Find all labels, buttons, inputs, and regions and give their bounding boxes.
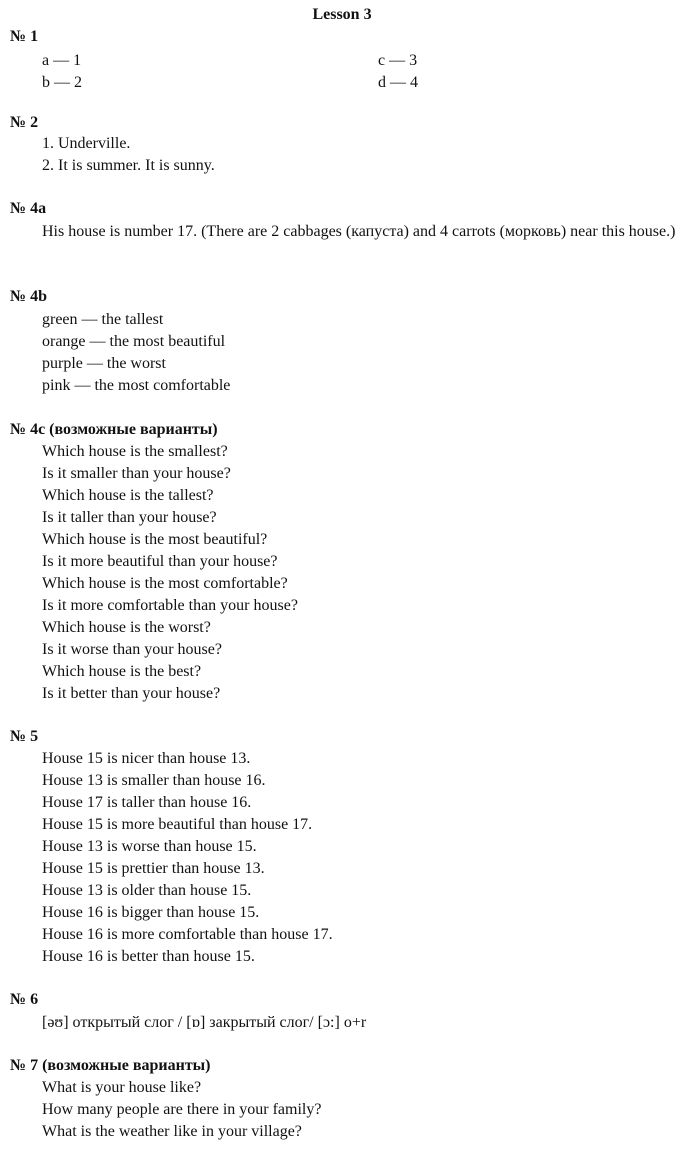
- section-2-item: 2. It is summer. It is sunny.: [42, 157, 215, 174]
- section-5-item: House 16 is bigger than house 15.: [42, 904, 260, 921]
- section-4c-item: Is it worse than your house?: [42, 641, 222, 658]
- answer-a: a — 1: [42, 52, 82, 69]
- section-7-heading: № 7 (возможные варианты): [10, 1057, 211, 1074]
- section-4c-item: Which house is the smallest?: [42, 443, 228, 460]
- section-5-item: House 15 is more beautiful than house 17.: [42, 816, 313, 833]
- section-4c-item: Which house is the worst?: [42, 619, 211, 636]
- section-6-heading: № 6: [10, 991, 39, 1008]
- section-4c-item: Is it better than your house?: [42, 685, 221, 702]
- page-title: Lesson 3: [312, 6, 372, 23]
- answer-c: c — 3: [378, 52, 418, 69]
- section-4c-item: Is it smaller than your house?: [42, 465, 231, 482]
- section-5-heading: № 5: [10, 728, 39, 745]
- section-5-item: House 13 is worse than house 15.: [42, 838, 257, 855]
- section-4c-item: Which house is the tallest?: [42, 487, 214, 504]
- section-5-item: House 16 is better than house 15.: [42, 948, 255, 965]
- section-7-item: How many people are there in your family?: [42, 1101, 322, 1118]
- answer-b: b — 2: [42, 74, 82, 91]
- section-5-item: House 13 is older than house 15.: [42, 882, 252, 899]
- section-4c-item: Which house is the best?: [42, 663, 202, 680]
- section-7-item: What is your house like?: [42, 1079, 202, 1096]
- section-4b-heading: № 4b: [10, 288, 47, 305]
- section-4b-item: pink — the most comfortable: [42, 377, 231, 394]
- section-5-item: House 15 is prettier than house 13.: [42, 860, 265, 877]
- section-6-text: [əʊ] открытый слог / [ɒ] закрытый слог/ [ɔ:] o+r: [42, 1014, 367, 1031]
- section-4c-heading: № 4c (возможные варианты): [10, 421, 218, 438]
- section-5-item: House 17 is taller than house 16.: [42, 794, 252, 811]
- section-5-item: House 16 is more comfortable than house 17.: [42, 926, 333, 943]
- section-4a-text: His house is number 17. (There are 2 cabbages (капуста) and 4 carrots (морковь) near this house.): [42, 223, 676, 240]
- section-4b-item: purple — the worst: [42, 355, 166, 372]
- section-4c-item: Which house is the most beautiful?: [42, 531, 268, 548]
- section-4c-item: Is it taller than your house?: [42, 509, 217, 526]
- section-4c-item: Which house is the most comfortable?: [42, 575, 288, 592]
- section-2-heading: № 2: [10, 114, 39, 131]
- section-7-item: What is the weather like in your village?: [42, 1123, 302, 1140]
- section-4c-item: Is it more comfortable than your house?: [42, 597, 298, 614]
- section-2-item: 1. Underville.: [42, 135, 131, 152]
- section-4a-heading: № 4a: [10, 200, 47, 217]
- answer-d: d — 4: [378, 74, 418, 91]
- section-4c-item: Is it more beautiful than your house?: [42, 553, 278, 570]
- section-4b-item: green — the tallest: [42, 311, 164, 328]
- section-1-heading: № 1: [10, 28, 39, 45]
- section-5-item: House 15 is nicer than house 13.: [42, 750, 251, 767]
- section-5-item: House 13 is smaller than house 16.: [42, 772, 266, 789]
- section-4b-item: orange — the most beautiful: [42, 333, 226, 350]
